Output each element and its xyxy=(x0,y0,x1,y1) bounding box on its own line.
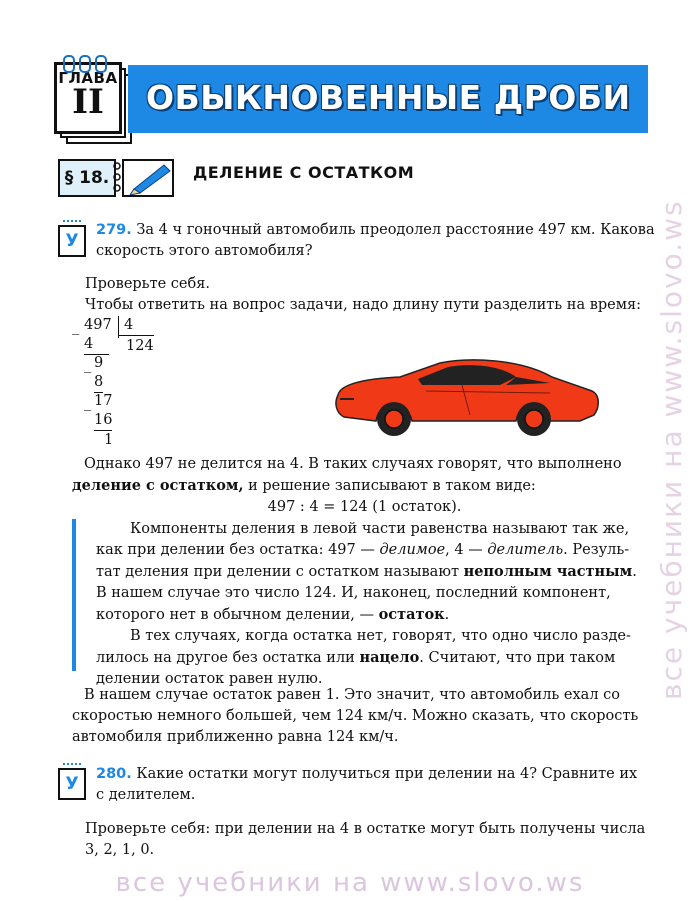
division-bracket xyxy=(118,335,154,336)
dividend: 497 xyxy=(84,317,112,333)
chapter-label: ГЛАВА xyxy=(58,69,118,87)
problem-279 xyxy=(96,220,656,262)
problem-text-line: Какие остатки могут получиться при делении на 4? Сравните их xyxy=(136,766,638,782)
check-text: 3, 2, 1, 0. xyxy=(85,842,155,858)
binder-ring-icon xyxy=(79,55,91,73)
problem-text-line: За 4 ч гоночный автомобиль преодолел расстояние 497 км. Какова xyxy=(136,222,655,238)
definition-line: делении остаток равен нулю. xyxy=(96,671,323,687)
problem-number: 279. xyxy=(96,222,132,238)
division-step: 8 xyxy=(94,373,103,393)
minus-sign: _ xyxy=(72,319,80,335)
division-step: 1 xyxy=(104,432,114,448)
task-marker-icon: У xyxy=(58,225,86,257)
red-sports-car-icon xyxy=(330,355,602,437)
division-step: 17 xyxy=(94,393,113,409)
division-step: 4 xyxy=(84,335,109,355)
definition-line: В нашем случае это число 124. И, наконец, последний компонент, xyxy=(96,585,611,601)
task-marker-icon: У xyxy=(58,768,86,800)
definition-text: которого нет в обычном делении, — xyxy=(96,607,379,623)
side-watermark: все учебники на www.slovo.ws xyxy=(655,199,688,701)
notepad-icon xyxy=(122,159,174,197)
paragraph-line: автомобиля приближенно равна 124 км/ч. xyxy=(72,729,399,745)
definition-block xyxy=(96,519,656,690)
term-divisor: делитель xyxy=(487,542,564,558)
check-text: Чтобы ответить на вопрос задачи, надо длину пути разделить на время: xyxy=(85,297,642,313)
chapter-badge xyxy=(54,62,122,134)
section-number: § 18. xyxy=(58,159,116,197)
paragraph-line: Однако 497 не делится на 4. В таких случаях говорят, что выполнено xyxy=(84,456,622,472)
definition-line: Компоненты деления в левой части равенства называют так же, xyxy=(130,521,630,537)
definition-text: , 4 — xyxy=(445,542,488,558)
pencil-icon xyxy=(124,161,172,195)
term-evenly: нацело xyxy=(359,649,420,666)
chapter-number: II xyxy=(72,82,104,122)
divisor: 4 xyxy=(124,317,134,333)
binder-ring-icon xyxy=(95,55,107,73)
section-title: ДЕЛЕНИЕ С ОСТАТКОМ xyxy=(193,163,415,182)
term-remainder: остаток xyxy=(378,606,445,623)
binder-ring-icon xyxy=(63,55,75,73)
paragraph-line: В нашем случае остаток равен 1. Это значит, что автомобиль ехал со xyxy=(84,687,620,703)
paragraph-line: скоростью немного большей, чем 124 км/ч. Можно сказать, что скорость xyxy=(72,708,639,724)
long-division xyxy=(72,316,172,456)
term-division-with-remainder: деление с остатком, xyxy=(72,477,244,494)
division-equation: 497 : 4 = 124 (1 остаток). xyxy=(267,499,462,515)
division-step: 9 xyxy=(94,355,104,371)
definition-text: . xyxy=(632,564,637,580)
definition-accent-bar xyxy=(72,519,76,671)
problem-text-line: с делителем. xyxy=(96,787,196,803)
quotient: 124 xyxy=(126,338,154,354)
spiral-binding-icon xyxy=(112,159,122,195)
minus-sign: _ xyxy=(84,357,92,373)
definition-text: . Считают, что при таком xyxy=(419,650,616,666)
definition-text: . Резуль- xyxy=(563,542,630,558)
conclusion-paragraph xyxy=(72,685,662,748)
chapter-title: ОБЫКНОВЕННЫЕ ДРОБИ xyxy=(146,78,631,117)
definition-text: тат деления при делении с остатком называют xyxy=(96,564,464,580)
check-yourself-2 xyxy=(85,819,660,861)
minus-sign: _ xyxy=(84,395,92,411)
problem-number: 280. xyxy=(96,766,132,782)
term-incomplete-quotient: неполным частным xyxy=(463,563,633,580)
definition-text: лилось на другое без остатка или xyxy=(96,650,360,666)
check-yourself-1 xyxy=(85,274,655,316)
definition-text: как при делении без остатка: 497 — xyxy=(96,542,380,558)
definition-text: . xyxy=(444,607,450,623)
problem-280 xyxy=(96,764,656,806)
check-text: Проверьте себя: при делении на 4 в остатке могут быть получены числа xyxy=(85,821,646,837)
division-step: 16 xyxy=(94,411,112,431)
remainder-paragraph xyxy=(72,454,657,518)
problem-text-line: скорость этого автомобиля? xyxy=(96,243,313,259)
term-dividend: делимое xyxy=(379,542,446,558)
check-heading: Проверьте себя. xyxy=(85,276,210,292)
bottom-watermark: все учебники на www.slovo.ws xyxy=(115,868,585,898)
paragraph-line: и решение записывают в таком виде: xyxy=(243,478,536,494)
definition-line: В тех случаях, когда остатка нет, говорят, что одно число разде- xyxy=(130,628,631,644)
